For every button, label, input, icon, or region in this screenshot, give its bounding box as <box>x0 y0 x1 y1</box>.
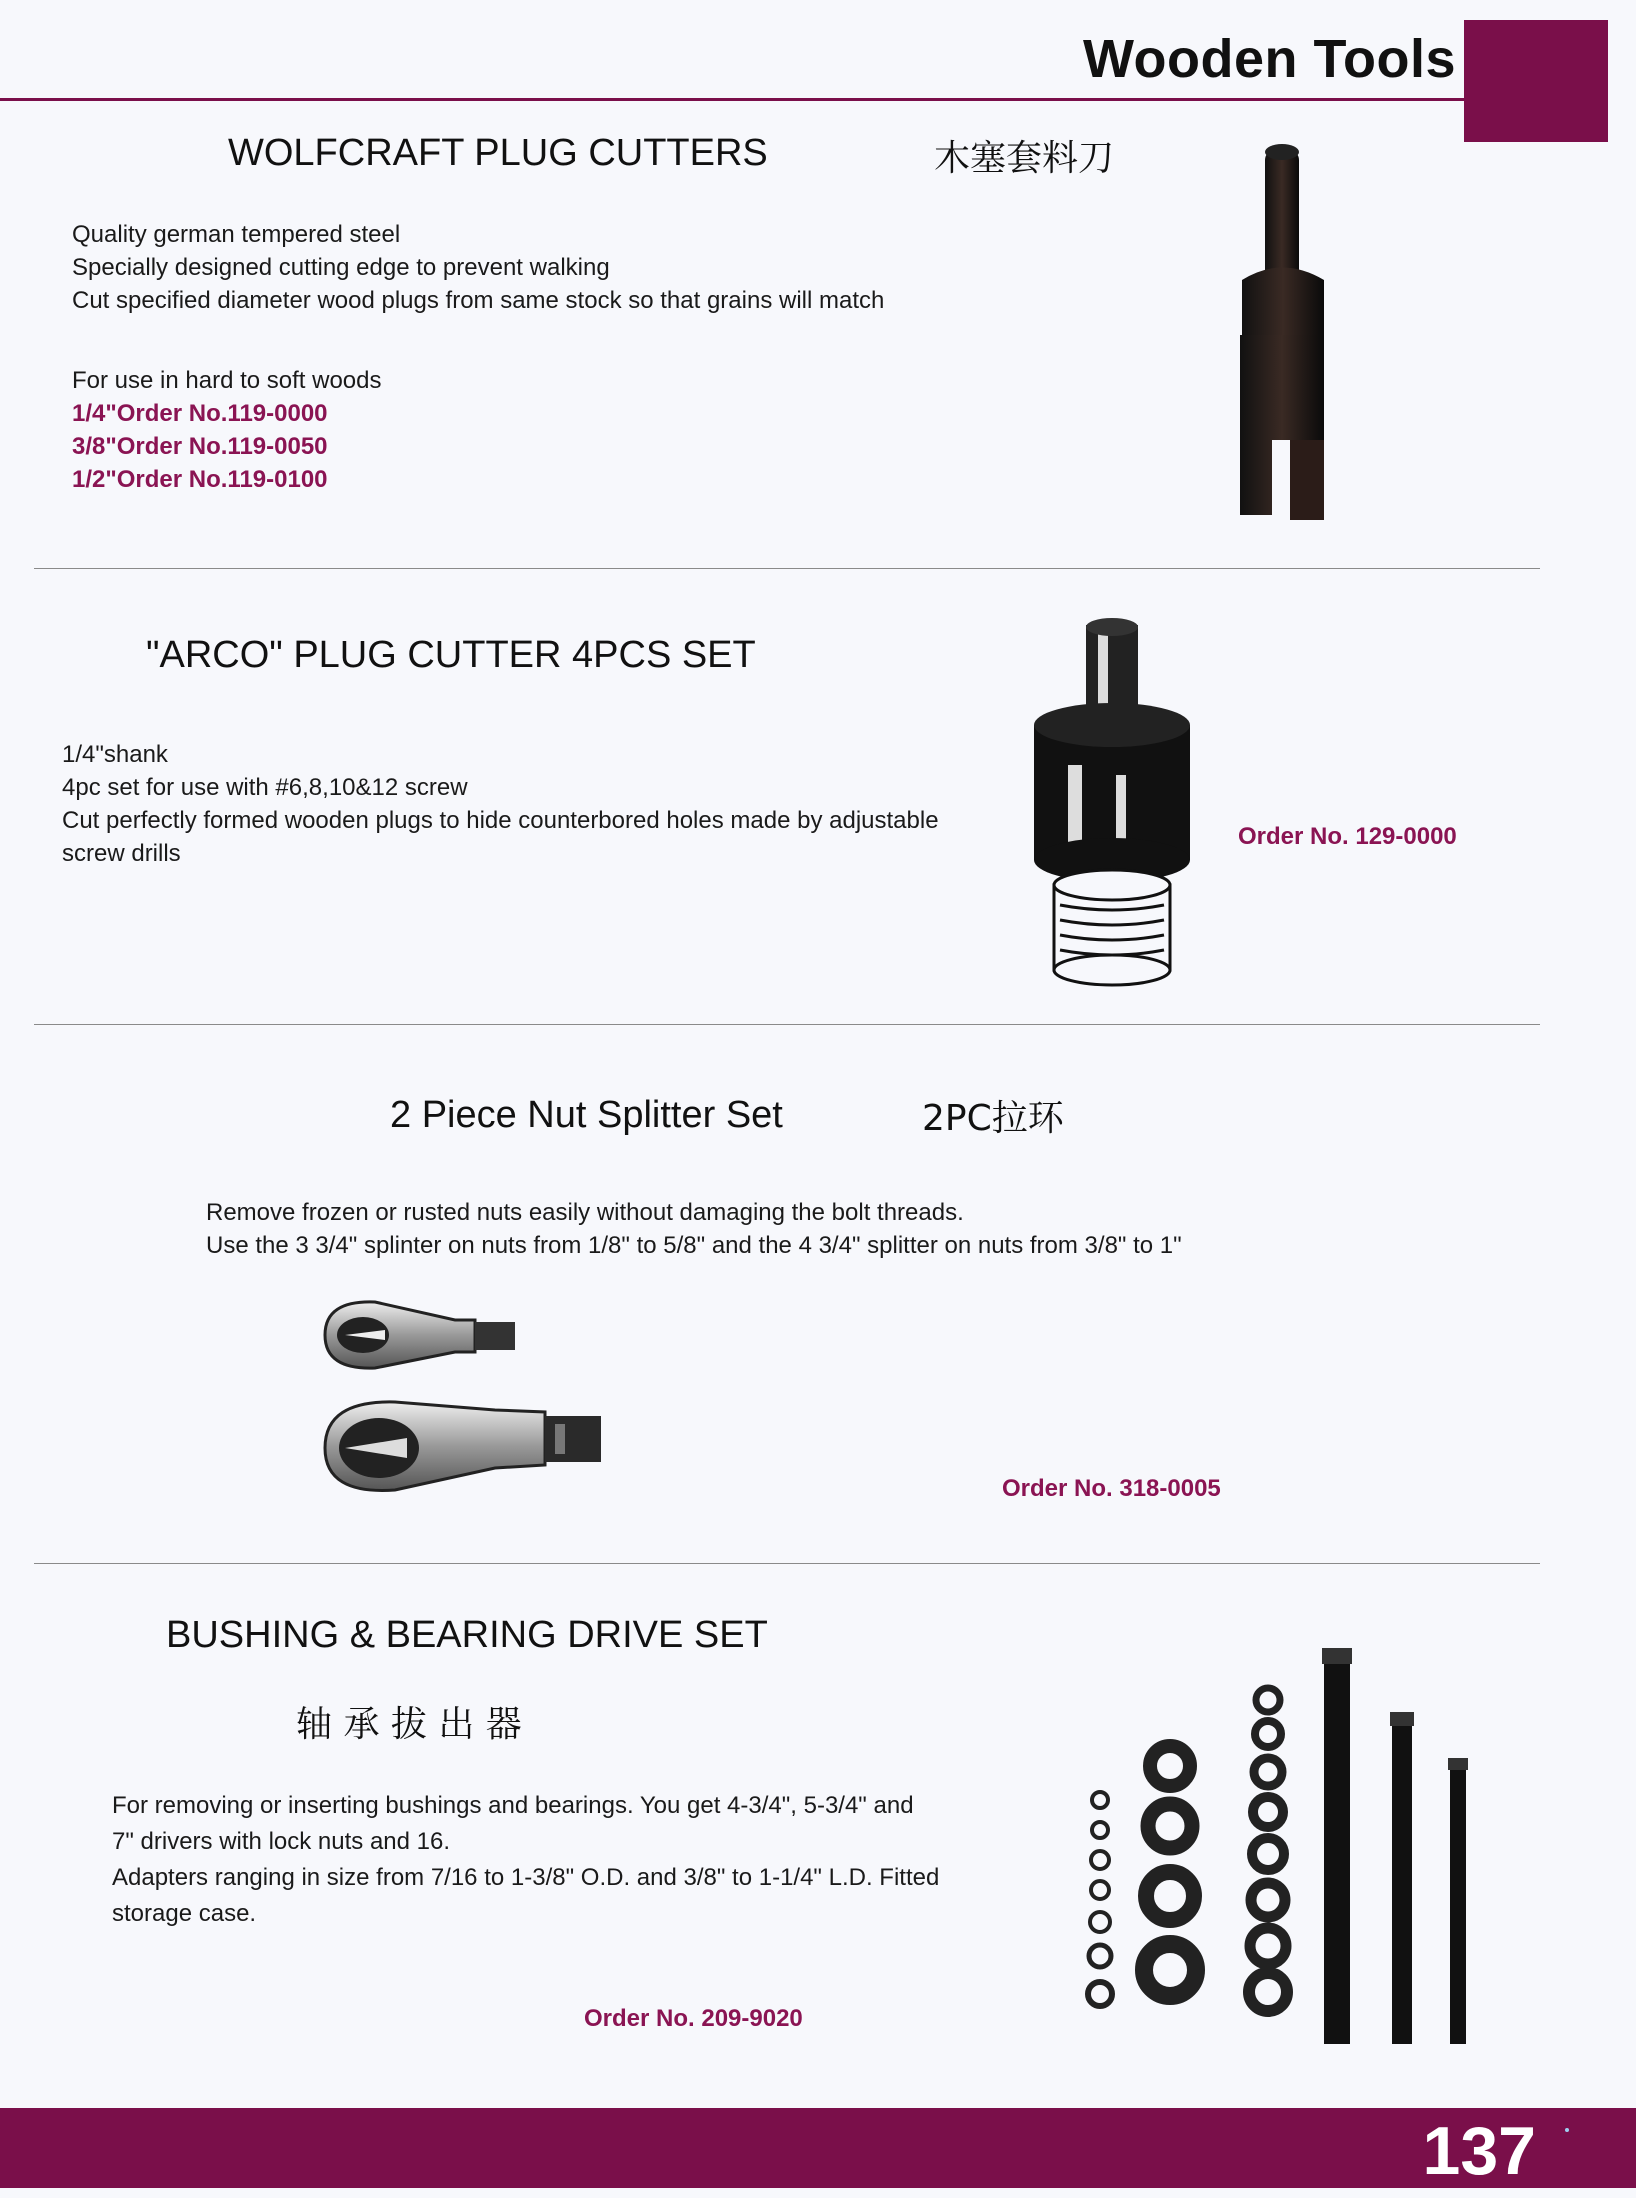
arco-description <box>62 738 939 870</box>
section-title-wolfcraft: WOLFCRAFT PLUG CUTTERS <box>228 132 768 174</box>
nut-splitter-description <box>206 1196 1182 1262</box>
arco-order-number: Order No. 129-0000 <box>1238 823 1457 850</box>
description-line: For removing or inserting bushings and bearings. You get 4-3/4", 5-3/4" and <box>112 1792 914 1819</box>
wolfcraft-description <box>72 218 884 317</box>
footer-bar <box>0 2108 1636 2188</box>
description-line: Cut perfectly formed wooden plugs to hide counterbored holes made by adjustable <box>62 807 939 834</box>
wolfcraft-use: For use in hard to soft woods <box>72 367 382 394</box>
page-title: Wooden Tools <box>1083 29 1456 89</box>
description-line: 4pc set for use with #6,8,10&12 screw <box>62 774 468 801</box>
order-number: 3/8"Order No.119-0050 <box>72 433 328 460</box>
section-divider <box>34 1024 1540 1025</box>
description-line: Remove frozen or rusted nuts easily without damaging the bolt threads. <box>206 1199 964 1226</box>
description-line: storage case. <box>112 1900 257 1927</box>
description-line: Specially designed cutting edge to prevent walking <box>72 254 610 281</box>
wolfcraft-orders <box>72 397 328 496</box>
description-line: Quality german tempered steel <box>72 221 401 248</box>
page-number: 137 <box>1422 2113 1536 2189</box>
order-number: 1/4"Order No.119-0000 <box>72 400 328 427</box>
header-rule <box>0 98 1464 101</box>
section-title-cn-bushing: 轴 承 拔 出 器 <box>296 1704 522 1745</box>
bushing-description <box>112 1788 939 1932</box>
section-title-bushing: BUSHING & BEARING DRIVE SET <box>166 1614 768 1656</box>
bushing-order-number: Order No. 209-9020 <box>584 2005 803 2032</box>
description-line: 1/4"shank <box>62 741 168 768</box>
section-title-cn-wolfcraft: 木塞套料刀 <box>934 138 1115 179</box>
decorative-dot <box>1565 2128 1569 2132</box>
description-line: screw drills <box>62 840 181 867</box>
description-line: 7" drivers with lock nuts and 16. <box>112 1828 451 1855</box>
plug-cutter-image <box>1220 140 1360 540</box>
description-line: Use the 3 3/4" splinter on nuts from 1/8" to 5/8" and the 4 3/4" splitter on nuts from 3/8" to 1" <box>206 1232 1182 1259</box>
section-title-nut-splitter: 2 Piece Nut Splitter Set <box>390 1094 783 1136</box>
section-title-arco: "ARCO" PLUG CUTTER 4PCS SET <box>146 634 756 676</box>
section-divider <box>34 568 1540 569</box>
section-title-cn-nut-splitter: 2PC拉环 <box>922 1098 1064 1139</box>
description-line: Cut specified diameter wood plugs from same stock so that grains will match <box>72 287 885 314</box>
description-line: Adapters ranging in size from 7/16 to 1-3/8" O.D. and 3/8" to 1-1/4" L.D. Fitted <box>112 1864 940 1891</box>
order-number: 1/2"Order No.119-0100 <box>72 466 328 493</box>
nut-splitter-order-number: Order No. 318-0005 <box>1002 1475 1221 1502</box>
nut-splitter-image <box>315 1290 715 1530</box>
arco-plug-cutter-image <box>1020 615 1210 995</box>
section-divider <box>34 1563 1540 1564</box>
bushing-set-image <box>1060 1640 1500 2060</box>
header-color-block <box>1464 20 1608 142</box>
